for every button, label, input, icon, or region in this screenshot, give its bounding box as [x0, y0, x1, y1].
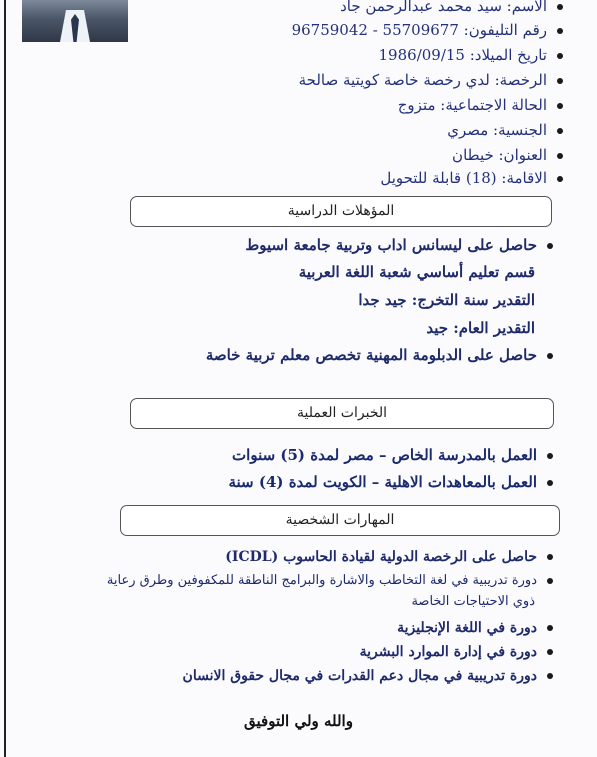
personal-row-name: الاسم: سيد محمد عبدالرحمن جاد [340, 0, 563, 16]
bullet-icon [557, 128, 563, 134]
qualification-item: حاصل على الدبلومة المهنية تخصص معلم تربية خاصة [206, 345, 553, 365]
bullet-icon [547, 353, 553, 359]
section-title-experience: الخبرات العملية [130, 398, 554, 429]
skill-item: دورة تدريبية في لغة التخاطب والاشارة والبرامج الناطقة للمكفوفين وطرق رعاية [107, 571, 553, 591]
section-title-qualifications: المؤهلات الدراسية [130, 196, 552, 227]
bullet-icon [557, 153, 563, 159]
skill-item: دورة في اللغة الإنجليزية [397, 618, 553, 638]
qualification-item: حاصل على ليسانس اداب وتربية جامعة اسيوط [245, 235, 553, 255]
skill-item: دورة في إدارة الموارد البشرية [360, 642, 553, 662]
profile-photo [22, 0, 128, 42]
page-border [4, 0, 6, 757]
qualification-item: التقدير العام: جيد [426, 319, 535, 337]
skill-item-continuation: ذوي الاحتياجات الخاصة [411, 594, 535, 609]
skill-item: دورة تدريبية في مجال دعم القدرات في مجال حقوق الانسان [183, 666, 553, 686]
qualification-item: التقدير سنة التخرج: جيد جدا [358, 291, 535, 309]
bullet-icon [557, 53, 563, 59]
bullet-icon [547, 480, 553, 486]
closing-text: والله ولي التوفيق [244, 712, 353, 730]
section-title-skills: المهارات الشخصية [120, 505, 560, 536]
experience-item: العمل بالمدرسة الخاص – مصر لمدة (5) سنوات [232, 445, 553, 465]
personal-row-residency: الاقامة: (18) قابلة للتحويل [380, 168, 563, 188]
personal-row-address: العنوان: خيطان [452, 145, 563, 165]
bullet-icon [547, 625, 553, 631]
personal-row-nationality: الجنسية: مصري [447, 120, 563, 140]
personal-row-phone: رقم التليفون: 55709677 - 96759042 [292, 20, 563, 40]
bullet-icon [557, 78, 563, 84]
bullet-icon [547, 578, 553, 584]
bullet-icon [547, 453, 553, 459]
bullet-icon [557, 103, 563, 109]
bullet-icon [547, 554, 553, 560]
qualification-item: قسم تعليم أساسي شعبة اللغة العربية [298, 263, 535, 281]
bullet-icon [547, 243, 553, 249]
skill-item: حاصل على الرخصة الدولية لقيادة الحاسوب (ICDL) [225, 547, 553, 567]
experience-item: العمل بالمعاهدات الاهلية – الكويت لمدة (4) سنة [228, 472, 553, 492]
bullet-icon [557, 4, 563, 10]
personal-row-license: الرخصة: لدي رخصة خاصة كويتية صالحة [299, 70, 563, 90]
bullet-icon [557, 28, 563, 34]
bullet-icon [547, 649, 553, 655]
personal-row-birthdate: تاريخ الميلاد: 1986/09/15 [379, 45, 563, 65]
personal-row-marital: الحالة الاجتماعية: متزوج [398, 95, 563, 115]
bullet-icon [547, 673, 553, 679]
bullet-icon [557, 176, 563, 182]
